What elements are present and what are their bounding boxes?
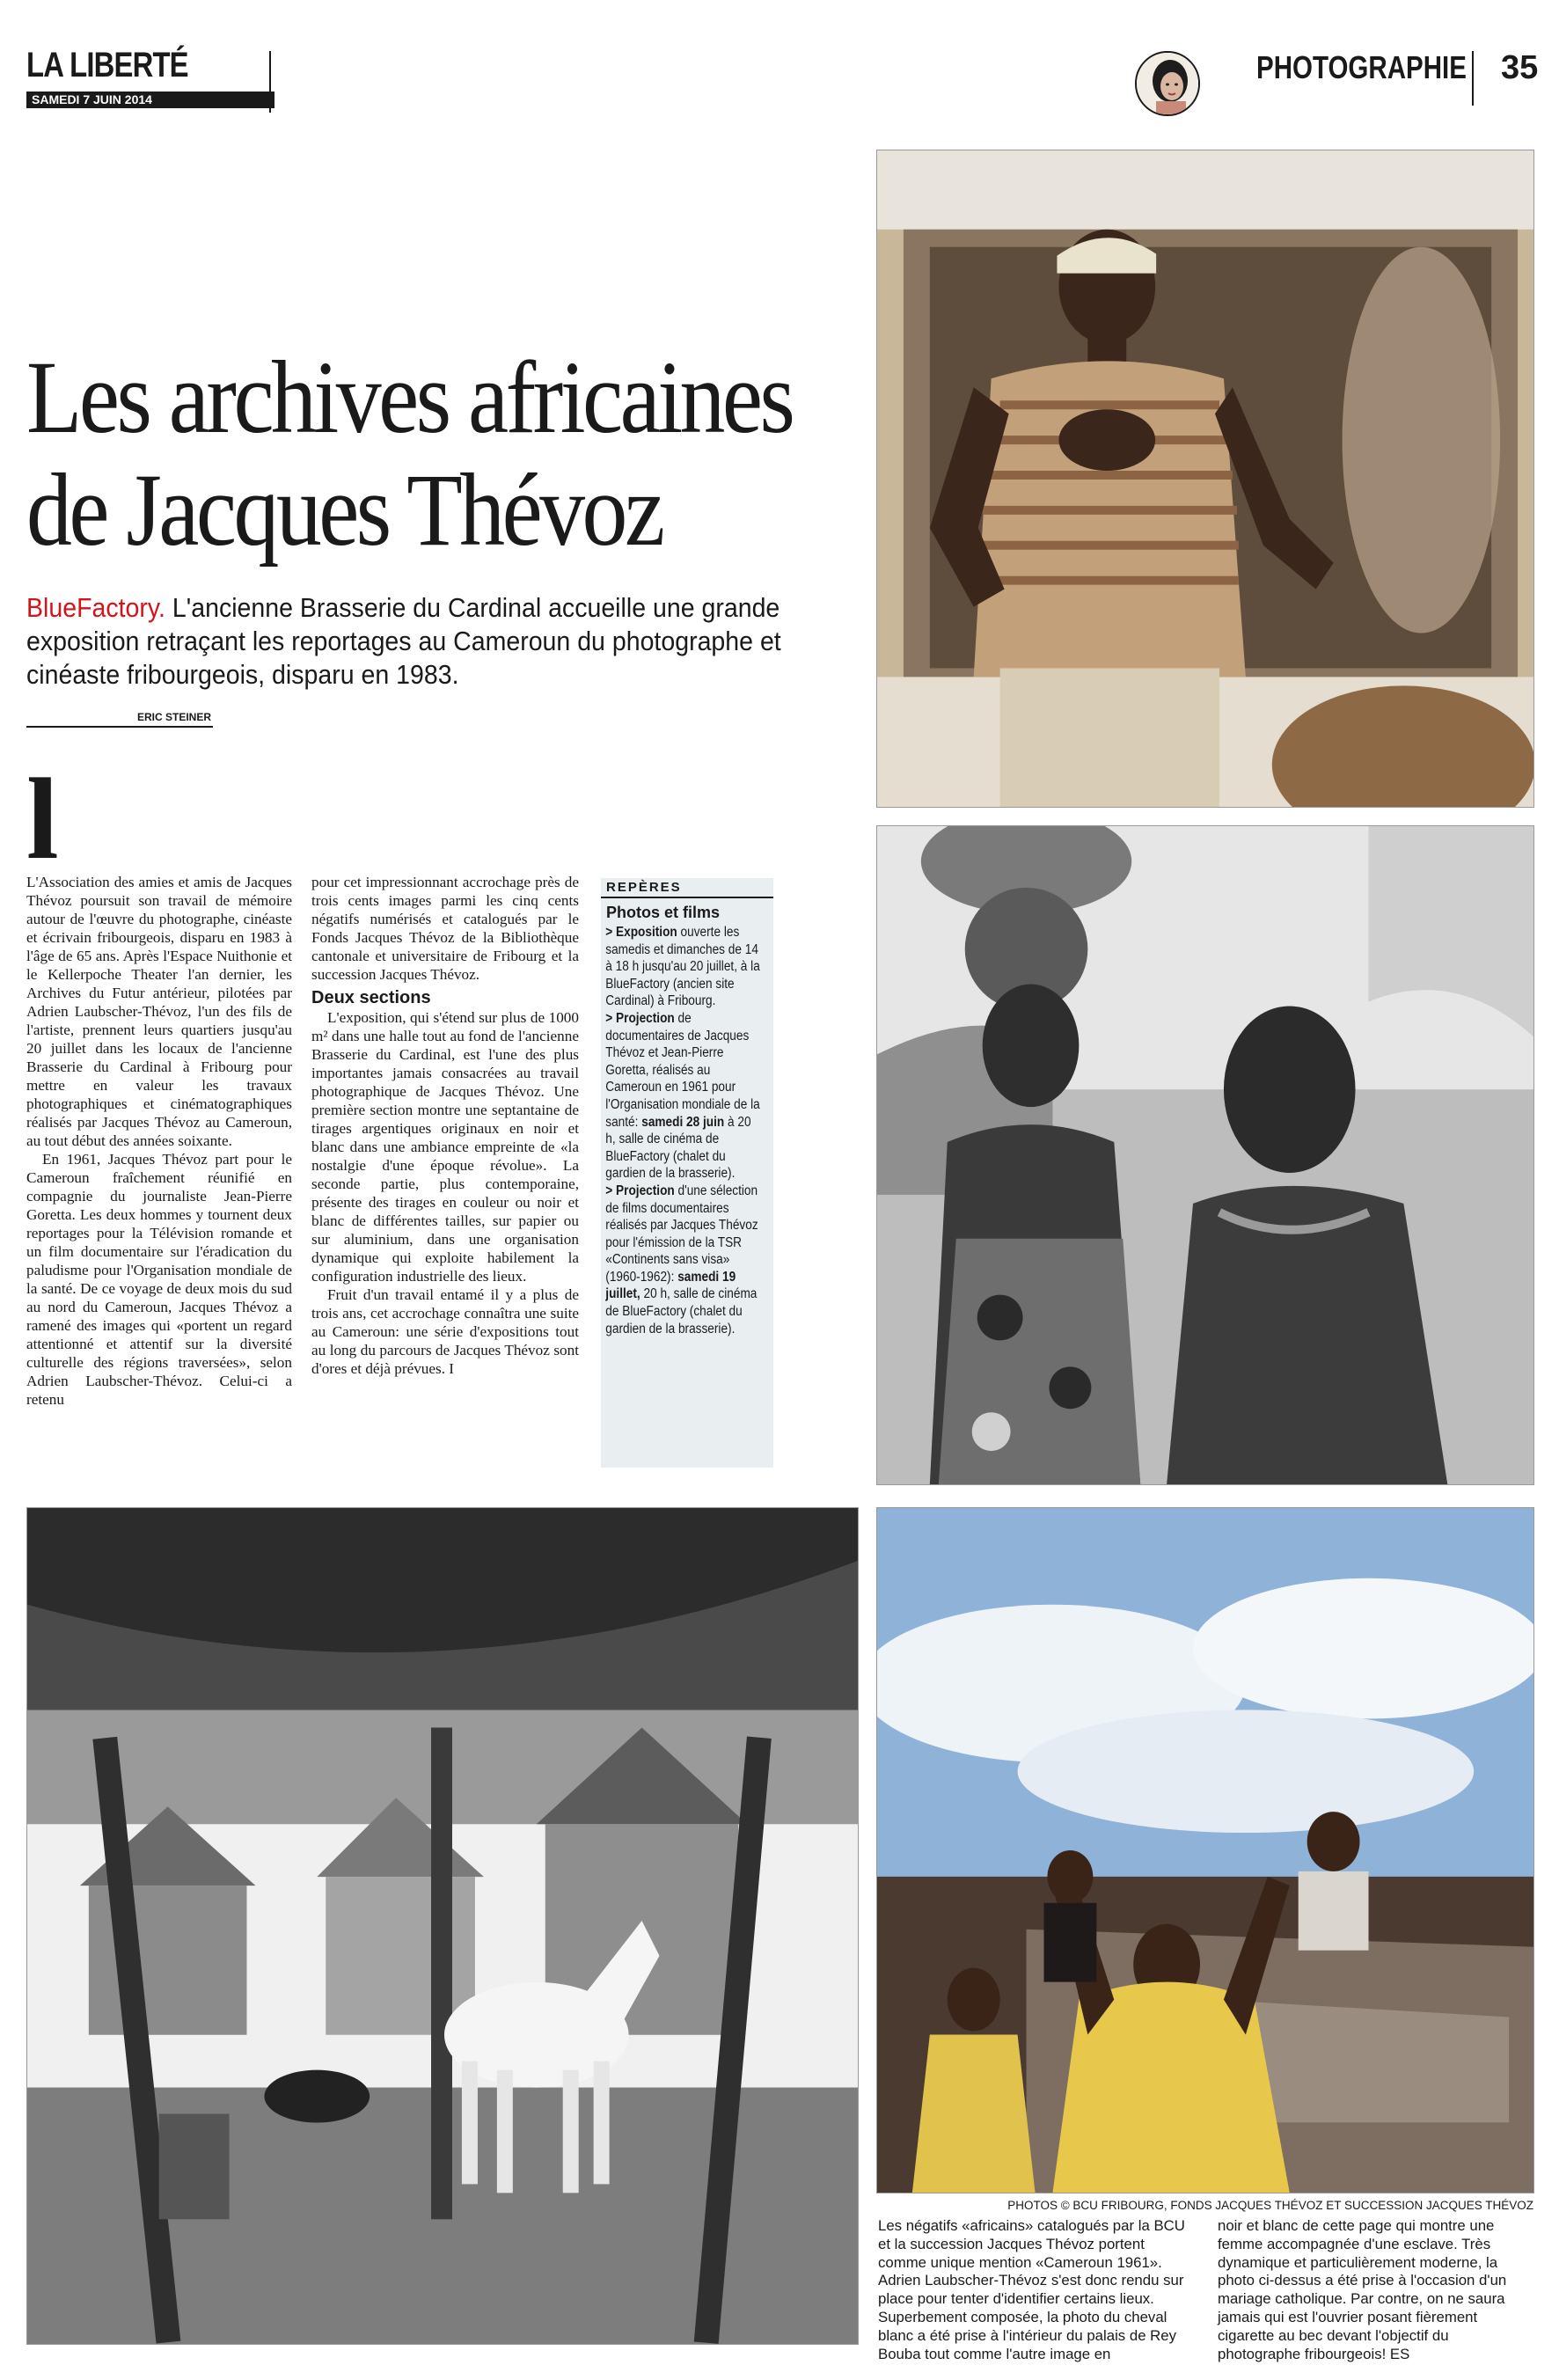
- issue-date: SAMEDI 7 JUIN 2014: [26, 92, 274, 108]
- body-paragraph: L'exposition, qui s'étend sur plus de 1000 m² dans une halle tout au fond de l'ancienne Brasserie du Cardinal, est l'une des plus importantes jamais consacrées au travail photographique de Jacques Thévoz. Une première section montre une septantaine de tirages argentiques originaux en noir et blanc dans une ambiance empreinte de «la nostalgie d'une époque révolue». La seconde partie, plus contemporaine, présente des tirages en couleur ou noir et blanc de différentes tailles, sur papier ou sur aluminium, dans une organisation dynamique qui exploite habilement la configuration industrielle des lieux.: [311, 1009, 579, 1285]
- photo-caption-col-1: Les négatifs «africains» catalogués par la BCU et la succession Jacques Thévoz portent comme unique mention «Cameroun 1961». Adrien Laubscher-Thévoz s'est donc rendu sur place pour tenter d'identifier certains lieux. Superbement composée, la photo du cheval blanc a été prise à l'intérieur du palais de Rey Bouba tout comme l'autre image en: [878, 2217, 1185, 2362]
- article-lead: [26, 591, 803, 692]
- reperes-box: [601, 878, 773, 1468]
- headline-line-2: de Jacques Thévoz: [26, 452, 662, 568]
- body-column-1: [26, 873, 292, 1499]
- photo-credit: PHOTOS © BCU FRIBOURG, FONDS JACQUES THÉVOZ ET SUCCESSION JACQUES THÉVOZ: [1007, 2199, 1533, 2212]
- body-paragraph: Fruit d'un travail entamé il y a plus de trois ans, cet accrochage connaîtra une suite au Cameroun: une série d'expositions tout au long du parcours de Jacques Thévoz sont d'ores et déjà prévues. I: [311, 1286, 579, 1377]
- section-title: PHOTOGRAPHIE: [1256, 49, 1467, 85]
- reperes-item-text: de documentaires de Jacques Thévoz et Jean-Pierre Goretta, réalisés au Cameroun en 1961 pour l'Organisation mondiale de la santé:: [605, 1010, 760, 1130]
- reperes-item-label: > Projection: [605, 1183, 675, 1198]
- reperes-item-label: > Exposition: [605, 925, 677, 940]
- photo-wedding-celebration: [876, 1507, 1534, 2193]
- reperes-item-text: ouverte les samedis et dimanches de 14 à 18 h jusqu'au 20 juillet, à la BlueFactory (ancien site Cardinal) à Fribourg.: [605, 925, 760, 1009]
- reperes-item-label: > Projection: [605, 1010, 675, 1026]
- reperes-subtitle: Photos et films: [606, 904, 721, 921]
- photo-two-women: [876, 825, 1534, 1485]
- reperes-title: REPÈRES: [601, 878, 773, 898]
- article-headline: [26, 340, 793, 568]
- lead-kicker: BlueFactory.: [26, 592, 165, 623]
- reperes-item-date: samedi 19 juillet,: [605, 1269, 736, 1302]
- lead-text: L'ancienne Brasserie du Cardinal accueille une grande exposition retraçant les reportages au Cameroun du photographe et cinéaste fribourgeois, disparu en 1983.: [26, 592, 781, 690]
- body-paragraph: pour cet impressionnant accrochage près de trois cents images parmi les cinq cents négatifs numérisés et catalogués par le Fonds Jacques Thévoz de la Bibliothèque cantonale et universitaire de Fribourg et la succession Jacques Thévoz.: [311, 874, 579, 983]
- body-paragraph: L'Association des amies et amis de Jacques Thévoz poursuit son travail de mémoire autour de l'œuvre du photographe, cinéaste et écrivain fribourgeois, disparu en 1983 à l'âge de 65 ans. Après l'Espace Nuithonie et le Kellerpoche Theater l'an dernier, les Archives du Futur antérieur, pilotées par Adrien Laubscher-Thévoz, l'un des fils de l'artiste, prennent leurs quartiers jusqu'au 20 juillet dans les locaux de l'ancienne Brasserie du Cardinal à Fribourg pour mettre en valeur les travaux photographiques et cinématographiques réalisés par Jacques Thévoz au Cameroun, au tout début des années soixante.: [26, 874, 292, 1149]
- photo-caption-col-2: noir et blanc de cette page qui montre une femme accompagnée d'une esclave. Très dynamique et particulièrement moderne, la photo ci-dessus a été prise à l'occasion d'un mariage catholique. Par contre, on ne saura jamais qui est l'ouvrier posant fièrement cigarette au bec devant l'objectif du photographe fribourgeois! ES: [1218, 2217, 1507, 2362]
- headline-line-1: Les archives africaines: [26, 340, 793, 455]
- header-divider: [269, 51, 271, 113]
- page-number: 35: [1501, 49, 1539, 86]
- section-avatar-photo: [1135, 51, 1200, 116]
- body-paragraph: En 1961, Jacques Thévoz part pour le Cameroun fraîchement réunifié en compagnie du journaliste Jean-Pierre Goretta. Les deux hommes y tournent deux reportages pour la Télévision romande et un film documentaire sur l'éradication du paludisme pour l'Organisation mondiale de la santé. De ce voyage de deux mois du sud au nord du Cameroun, Jacques Thévoz a ramené des images qui «portent un regard attentionné et attentif sur la diversité culturelle des régions traversées», selon Adrien Laubscher-Thévoz. Celui-ci a retenu: [26, 1151, 292, 1408]
- subhead: Deux sections: [311, 988, 431, 1007]
- masthead: LA LIBERTÉ: [26, 46, 188, 84]
- reperes-body: [601, 924, 765, 1337]
- byline-rule: [26, 726, 213, 728]
- drop-cap: l: [26, 754, 59, 883]
- photo-white-horse: [26, 1507, 859, 2345]
- reperes-item-text: à 20 h, salle de cinéma de BlueFactory (chalet du gardien de la brasserie).: [605, 1114, 751, 1182]
- body-column-2: [311, 873, 579, 1499]
- reperes-item-date: samedi 28 juin: [641, 1114, 725, 1130]
- photo-worker-portrait: [876, 150, 1534, 808]
- reperes-item-text: 20 h, salle de cinéma de BlueFactory (chalet du gardien de la brasserie).: [605, 1286, 758, 1336]
- page-number-divider: [1472, 51, 1474, 106]
- reperes-item-text: d'une sélection de films documentaires réalisés par Jacques Thévoz pour l'émission de la TSR «Continents sans visa» (1960-1962):: [605, 1183, 758, 1285]
- byline: ERIC STEINER: [136, 711, 211, 723]
